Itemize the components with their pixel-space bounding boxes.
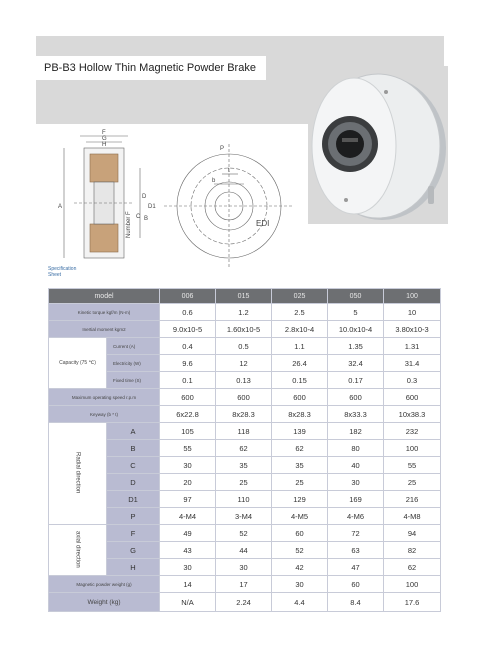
- table-value-cell: 2.8x10-4: [272, 321, 328, 338]
- table-value-cell: 42: [272, 559, 328, 576]
- radial-group-label: [49, 423, 107, 525]
- table-value-cell: 0.15: [272, 372, 328, 389]
- table-value-cell: 80: [328, 440, 384, 457]
- row-label: Maximum operating speed r.p.m: [49, 389, 160, 406]
- table-value-cell: 4-M6: [328, 508, 384, 525]
- table-value-cell: 1.35: [328, 338, 384, 355]
- technical-drawing: [44, 128, 304, 268]
- header-model-1: 006: [160, 289, 216, 304]
- table-value-cell: 30: [216, 559, 272, 576]
- table-value-cell: 232: [384, 423, 441, 440]
- drawing-label-t: t: [228, 168, 230, 174]
- dimension-label: D1: [107, 491, 160, 508]
- table-value-cell: 3-M4: [216, 508, 272, 525]
- dimension-label: P: [107, 508, 160, 525]
- table-value-cell: 35: [216, 457, 272, 474]
- header-model-cell: model: [49, 289, 160, 304]
- table-row: [49, 525, 441, 542]
- dimension-label: G: [107, 542, 160, 559]
- table-value-cell: 110: [216, 491, 272, 508]
- table-value-cell: 0.17: [328, 372, 384, 389]
- table-value-cell: 100: [384, 440, 441, 457]
- table-value-cell: 25: [272, 474, 328, 491]
- table-value-cell: 62: [384, 559, 441, 576]
- table-value-cell: 6x22.8: [160, 406, 216, 423]
- table-row: [49, 542, 441, 559]
- table-value-cell: 1.60x10-5: [216, 321, 272, 338]
- table-value-cell: 600: [328, 389, 384, 406]
- table-value-cell: 10.0x10-4: [328, 321, 384, 338]
- axial-direction-label: axial direction: [74, 530, 81, 568]
- table-value-cell: 4-M5: [272, 508, 328, 525]
- table-value-cell: 129: [272, 491, 328, 508]
- table-value-cell: 30: [328, 474, 384, 491]
- table-value-cell: 52: [272, 542, 328, 559]
- table-value-cell: 8x28.3: [216, 406, 272, 423]
- table-value-cell: 49: [160, 525, 216, 542]
- table-value-cell: 8.4: [328, 593, 384, 612]
- table-value-cell: 82: [384, 542, 441, 559]
- table-value-cell: 4-M4: [160, 508, 216, 525]
- table-value-cell: 55: [160, 440, 216, 457]
- radial-direction-label: Radial direction: [74, 451, 81, 494]
- table-row: [49, 321, 441, 338]
- table-value-cell: 9.6: [160, 355, 216, 372]
- table-row: [49, 389, 441, 406]
- table-value-cell: 9.0x10-5: [160, 321, 216, 338]
- row-label: Kinetic torque kgf/m (N-m): [49, 304, 160, 321]
- table-value-cell: 0.1: [160, 372, 216, 389]
- header-model-5: 100: [384, 289, 441, 304]
- table-value-cell: 118: [216, 423, 272, 440]
- table-value-cell: 0.4: [160, 338, 216, 355]
- table-value-cell: 55: [384, 457, 441, 474]
- table-value-cell: 4-M8: [384, 508, 441, 525]
- table-value-cell: 44: [216, 542, 272, 559]
- table-value-cell: 43: [160, 542, 216, 559]
- drawing-label-b-small: b: [212, 178, 216, 184]
- table-value-cell: 30: [272, 576, 328, 593]
- table-row: [49, 372, 441, 389]
- table-value-cell: 60: [272, 525, 328, 542]
- table-value-cell: 182: [328, 423, 384, 440]
- table-value-cell: 62: [216, 440, 272, 457]
- drawing-label-number: Number F: [126, 211, 132, 238]
- brake-product-image: [308, 66, 448, 224]
- header-model-3: 025: [272, 289, 328, 304]
- table-value-cell: 47: [328, 559, 384, 576]
- table-value-cell: 600: [272, 389, 328, 406]
- drawing-label-p: P: [220, 146, 225, 152]
- table-value-cell: 30: [160, 559, 216, 576]
- table-value-cell: 4.4: [272, 593, 328, 612]
- capacity-group-label: Capacity (75 ℃): [49, 338, 107, 389]
- dimension-label: B: [107, 440, 160, 457]
- table-row: [49, 406, 441, 423]
- table-value-cell: 25: [384, 474, 441, 491]
- table-value-cell: 8x28.3: [272, 406, 328, 423]
- table-value-cell: 62: [272, 440, 328, 457]
- table-value-cell: 600: [160, 389, 216, 406]
- spec-sheet-label: Specification Sheet: [48, 266, 77, 278]
- dimension-label: H: [107, 559, 160, 576]
- axial-group-label: [49, 525, 107, 576]
- table-value-cell: 2.24: [216, 593, 272, 612]
- table-value-cell: 25: [216, 474, 272, 491]
- table-value-cell: 8x33.3: [328, 406, 384, 423]
- table-value-cell: 600: [216, 389, 272, 406]
- drawing-label-h: H: [102, 142, 107, 148]
- table-row: [49, 559, 441, 576]
- spec-table: [48, 288, 441, 612]
- row-label: Magnetic powder weight (g): [49, 576, 160, 593]
- page-title: PB-B3 Hollow Thin Magnetic Powder Brake: [36, 56, 266, 80]
- table-value-cell: 10x38.3: [384, 406, 441, 423]
- table-value-cell: 1.2: [216, 304, 272, 321]
- dimension-label: D: [107, 474, 160, 491]
- table-value-cell: 97: [160, 491, 216, 508]
- table-row: [49, 474, 441, 491]
- header-model-2: 015: [216, 289, 272, 304]
- table-value-cell: 5: [328, 304, 384, 321]
- table-value-cell: 17.6: [384, 593, 441, 612]
- dimension-label: A: [107, 423, 160, 440]
- table-value-cell: 2.5: [272, 304, 328, 321]
- drawing-label-c: C: [136, 214, 141, 220]
- row-sublabel: Electricity (W): [107, 355, 160, 372]
- table-value-cell: 14: [160, 576, 216, 593]
- table-value-cell: 100: [384, 576, 441, 593]
- table-value-cell: 1.1: [272, 338, 328, 355]
- table-header-row: [49, 289, 441, 304]
- table-value-cell: 40: [328, 457, 384, 474]
- row-label: Weight (kg): [49, 593, 160, 612]
- table-value-cell: 32.4: [328, 355, 384, 372]
- table-value-cell: 63: [328, 542, 384, 559]
- table-value-cell: 20: [160, 474, 216, 491]
- table-row: [49, 576, 441, 593]
- row-label: Inertial moment kgm2: [49, 321, 160, 338]
- table-row: [49, 491, 441, 508]
- drawing-label-b: B: [144, 216, 149, 222]
- table-value-cell: 3.80x10-3: [384, 321, 441, 338]
- table-value-cell: 139: [272, 423, 328, 440]
- table-value-cell: 1.31: [384, 338, 441, 355]
- table-value-cell: 105: [160, 423, 216, 440]
- table-value-cell: 35: [272, 457, 328, 474]
- header-model-4: 050: [328, 289, 384, 304]
- table-row: [49, 355, 441, 372]
- table-value-cell: 0.13: [216, 372, 272, 389]
- table-value-cell: 94: [384, 525, 441, 542]
- table-value-cell: 0.5: [216, 338, 272, 355]
- table-value-cell: 26.4: [272, 355, 328, 372]
- table-value-cell: 10: [384, 304, 441, 321]
- table-value-cell: 0.3: [384, 372, 441, 389]
- row-sublabel: Fixed time (S): [107, 372, 160, 389]
- table-row: [49, 304, 441, 321]
- row-label: Keyway (b * t): [49, 406, 160, 423]
- table-value-cell: 169: [328, 491, 384, 508]
- row-sublabel: Current (A): [107, 338, 160, 355]
- table-value-cell: 72: [328, 525, 384, 542]
- table-value-cell: 600: [384, 389, 441, 406]
- drawing-label-a: A: [58, 204, 63, 210]
- drawing-label-f: F: [102, 130, 106, 136]
- table-row: [49, 457, 441, 474]
- dimension-label: C: [107, 457, 160, 474]
- table-row: [49, 593, 441, 612]
- table-row: [49, 508, 441, 525]
- drawing-label-d: D: [142, 194, 147, 200]
- table-value-cell: 31.4: [384, 355, 441, 372]
- table-value-cell: 12: [216, 355, 272, 372]
- table-value-cell: 17: [216, 576, 272, 593]
- drawing-label-d1: D1: [148, 204, 156, 210]
- table-row: [49, 423, 441, 440]
- table-value-cell: 216: [384, 491, 441, 508]
- table-value-cell: 30: [160, 457, 216, 474]
- table-row: [49, 440, 441, 457]
- drawing-label-edi: EDI: [256, 219, 270, 228]
- table-value-cell: 52: [216, 525, 272, 542]
- drawing-label-g: G: [102, 136, 107, 142]
- table-value-cell: 0.6: [160, 304, 216, 321]
- dimension-label: F: [107, 525, 160, 542]
- table-value-cell: 60: [328, 576, 384, 593]
- table-value-cell: N/A: [160, 593, 216, 612]
- table-row: [49, 338, 441, 355]
